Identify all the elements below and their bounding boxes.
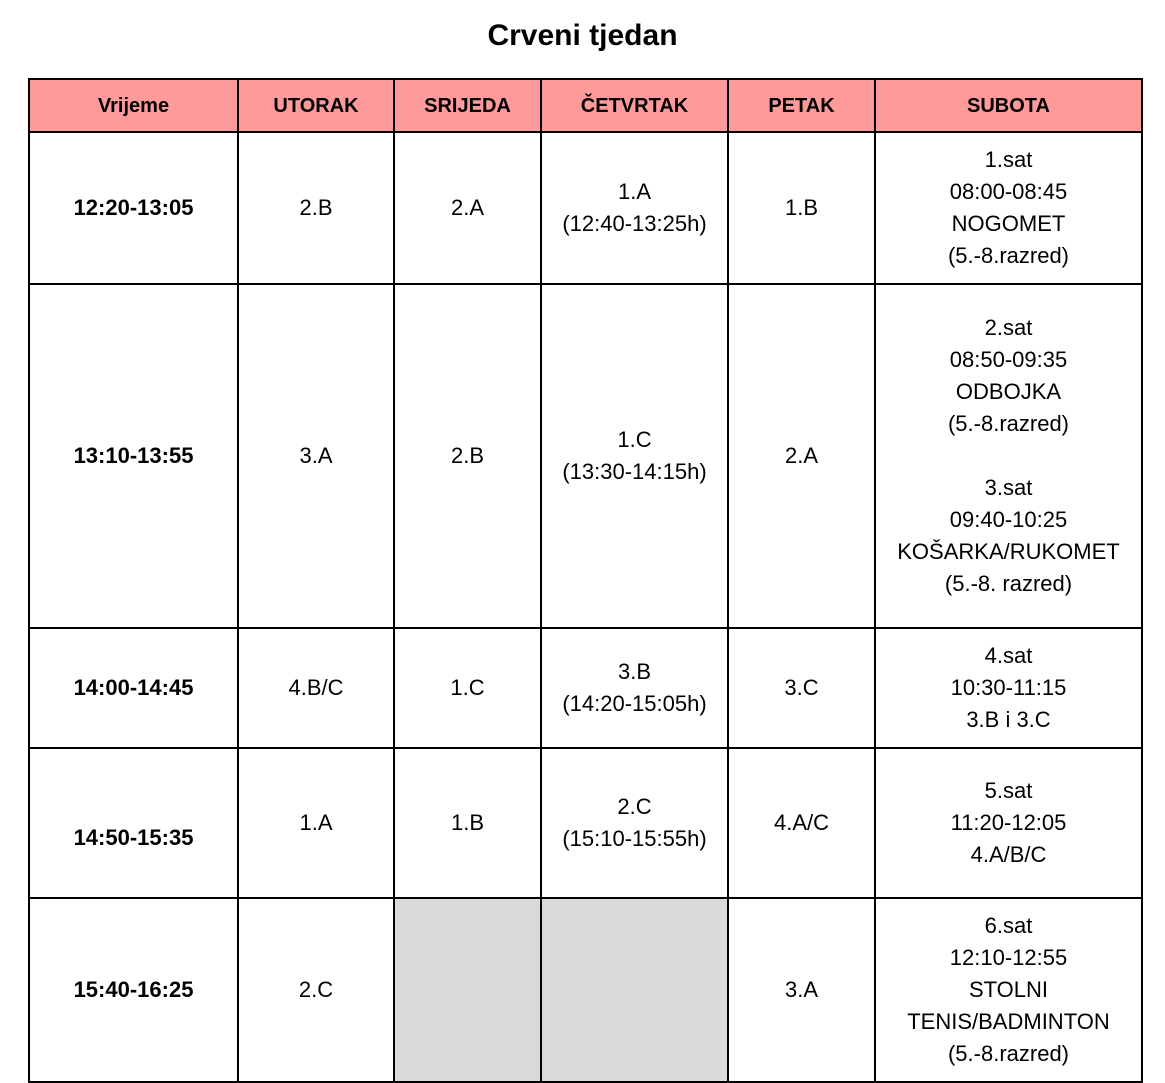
page-title: Crveni tjedan xyxy=(487,19,678,52)
cetvrtak-time: (15:10-15:55h) xyxy=(562,826,707,851)
cetvrtak-time: (14:20-15:05h) xyxy=(562,691,707,716)
srijeda-cell-empty xyxy=(394,898,541,1082)
time-cell: 14:00-14:45 xyxy=(29,628,238,748)
time-cell: 13:10-13:55 xyxy=(29,284,238,628)
subota-grade: (5.-8. razred) xyxy=(944,571,1073,596)
cetvrtak-class: 3.B xyxy=(617,659,652,684)
table-row xyxy=(29,628,1142,748)
subota-grade: (5.-8.razred) xyxy=(947,411,1070,436)
subota-period: 5.sat xyxy=(984,778,1033,803)
cetvrtak-time: (12:40-13:25h) xyxy=(562,211,707,236)
subota-cell xyxy=(875,748,1142,898)
schedule-table xyxy=(28,78,1143,1083)
petak-cell: 3.A xyxy=(728,898,875,1082)
petak-cell: 1.B xyxy=(728,132,875,284)
table-row xyxy=(29,132,1142,284)
petak-cell: 4.A/C xyxy=(728,748,875,898)
subota-time: 12:10-12:55 xyxy=(949,945,1068,970)
subota-spacer xyxy=(876,440,1141,472)
cetvrtak-class: 1.C xyxy=(617,427,652,452)
subota-cell xyxy=(875,132,1142,284)
subota-period: 2.sat xyxy=(984,315,1033,340)
utorak-cell: 1.A xyxy=(238,748,394,898)
subota-time: 10:30-11:15 xyxy=(950,675,1067,700)
cetvrtak-cell xyxy=(541,284,728,628)
srijeda-cell: 2.B xyxy=(394,284,541,628)
utorak-cell: 2.C xyxy=(238,898,394,1082)
table-row xyxy=(29,748,1142,898)
header-utorak: UTORAK xyxy=(238,79,394,132)
time-cell: 15:40-16:25 xyxy=(29,898,238,1082)
cetvrtak-class: 1.A xyxy=(617,179,652,204)
subota-grade: (5.-8.razred) xyxy=(947,1041,1070,1066)
cetvrtak-cell xyxy=(541,748,728,898)
subota-period: 1.sat xyxy=(984,147,1033,172)
subota-time: 08:00-08:45 xyxy=(949,179,1068,204)
srijeda-cell: 1.C xyxy=(394,628,541,748)
subota-activity: TENIS/BADMINTON xyxy=(907,1009,1110,1034)
header-petak: PETAK xyxy=(728,79,875,132)
subota-activity: KOŠARKA/RUKOMET xyxy=(897,539,1120,564)
table-row xyxy=(29,898,1142,1082)
cetvrtak-cell xyxy=(541,132,728,284)
header-srijeda: SRIJEDA xyxy=(394,79,541,132)
srijeda-cell: 1.B xyxy=(394,748,541,898)
srijeda-cell: 2.A xyxy=(394,132,541,284)
subota-activity: ODBOJKA xyxy=(955,379,1062,404)
petak-cell: 2.A xyxy=(728,284,875,628)
cetvrtak-cell-empty xyxy=(541,898,728,1082)
header-row xyxy=(29,79,1142,132)
petak-cell: 3.C xyxy=(728,628,875,748)
cetvrtak-time: (13:30-14:15h) xyxy=(562,459,707,484)
subota-cell xyxy=(875,628,1142,748)
time-cell: 12:20-13:05 xyxy=(29,132,238,284)
header-cetvrtak: ČETVRTAK xyxy=(541,79,728,132)
subota-cell xyxy=(875,898,1142,1082)
subota-activity: 4.A/B/C xyxy=(970,842,1047,867)
subota-cell xyxy=(875,284,1142,628)
subota-time: 09:40-10:25 xyxy=(949,507,1068,532)
utorak-cell: 3.A xyxy=(238,284,394,628)
cetvrtak-cell xyxy=(541,628,728,748)
time-cell: 14:50-15:35 xyxy=(29,748,238,898)
subota-activity: 3.B i 3.C xyxy=(966,707,1051,732)
header-vrijeme: Vrijeme xyxy=(29,79,238,132)
header-subota: SUBOTA xyxy=(875,79,1142,132)
utorak-cell: 4.B/C xyxy=(238,628,394,748)
cetvrtak-class: 2.C xyxy=(617,794,652,819)
subota-time: 08:50-09:35 xyxy=(949,347,1068,372)
table-row xyxy=(29,284,1142,628)
subota-period: 3.sat xyxy=(984,475,1033,500)
subota-grade: (5.-8.razred) xyxy=(947,243,1070,268)
subota-activity: NOGOMET xyxy=(951,211,1066,236)
utorak-cell: 2.B xyxy=(238,132,394,284)
subota-period: 4.sat xyxy=(984,643,1033,668)
subota-period: 6.sat xyxy=(984,913,1033,938)
subota-time: 11:20-12:05 xyxy=(950,810,1067,835)
subota-activity: STOLNI xyxy=(968,977,1049,1002)
